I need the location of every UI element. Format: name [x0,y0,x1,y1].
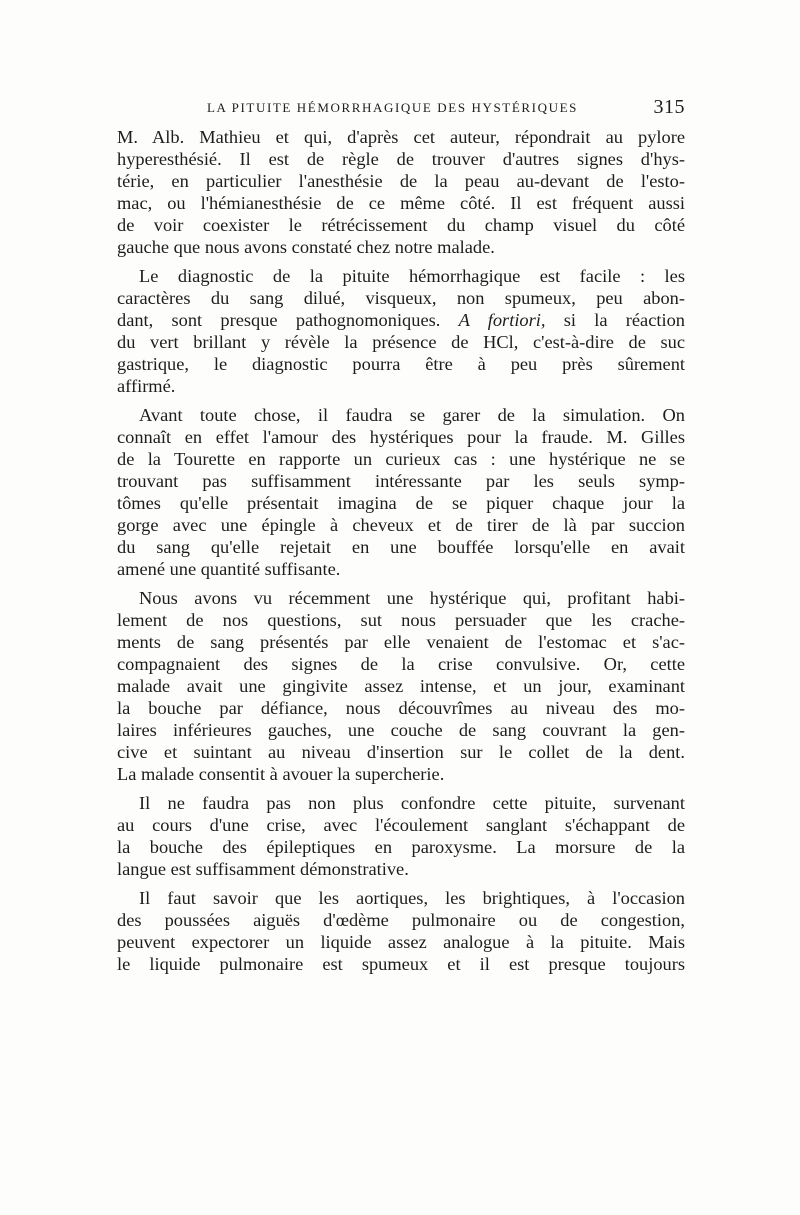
text-line: M. Alb. Mathieu et qui, d'après cet auteur, répondrait au pylore [117,127,685,147]
text-line: du vert brillant y révèle la présence de HCl, c'est-à-dire de suc [117,332,685,352]
text-line: compagnaient des signes de la crise convulsive. Or, cette [117,654,685,674]
text-line: gorge avec une épingle à cheveux et de tirer de là par succion [117,515,685,535]
text-line: caractères du sang dilué, visqueux, non spumeux, peu abon- [117,288,685,308]
text-line: langue est suffisamment démonstrative. [117,859,409,879]
text-line: cive et suintant au niveau d'insertion sur le collet de la dent. [117,742,685,762]
page-header [117,96,685,124]
text-line: térie, en particulier l'anesthésie de la peau au-devant de l'esto- [117,171,685,191]
text-line: au cours d'une crise, avec l'écoulement sanglant s'échappant de [117,815,685,835]
text-line: lement de nos questions, sut nous persuader que les crache- [117,610,685,630]
text-line: de voir coexister le rétrécissement du champ visuel du côté [117,215,685,235]
text-line: Il ne faudra pas non plus confondre cette pituite, survenant [139,793,685,813]
paragraph [117,404,685,580]
text-line: Le diagnostic de la pituite hémorrhagique est facile : les [139,266,685,286]
text-line: tômes qu'elle présentait imagina de se piquer chaque jour la [117,493,685,513]
paragraph [117,792,685,880]
text-line [117,309,685,331]
text-line: La malade consentit à avouer la supercherie. [117,764,445,784]
text-line: Avant toute chose, il faudra se garer de la simulation. On [139,405,685,425]
text-line: amené une quantité suffisante. [117,559,341,579]
text-line: des poussées aiguës d'œdème pulmonaire ou de congestion, [117,910,685,930]
text-line: malade avait une gingivite assez intense, et un jour, examinant [117,676,685,696]
text-segment: si la réaction [563,310,685,330]
text-line: mac, ou l'hémianesthésie de ce même côté. Il est fréquent aussi [117,193,685,213]
text-line: affirmé. [117,376,176,396]
italic-phrase: A fortiori, [458,310,546,330]
text-line: du sang qu'elle rejetait en une bouffée lorsqu'elle en avait [117,537,685,557]
text-line: gastrique, le diagnostic pourra être à peu près sûrement [117,354,685,374]
text-segment: dant, sont presque pathognomoniques. [117,310,441,330]
text-line: peuvent expectorer un liquide assez analogue à la pituite. Mais [117,932,685,952]
body-text [117,126,685,975]
running-title: LA PITUITE HÉMORRHAGIQUE DES HYSTÉRIQUES [207,100,578,115]
paragraph [117,126,685,258]
text-line: de la Tourette en rapporte un curieux cas : une hystérique ne se [117,449,685,469]
text-line: ments de sang présentés par elle venaient de l'estomac et s'ac- [117,632,685,652]
text-line: hyperesthésié. Il est de règle de trouver d'autres signes d'hys- [117,149,685,169]
paragraph [117,887,685,975]
text-line: la bouche des épileptiques en paroxysme. La morsure de la [117,837,685,857]
text-line: trouvant pas suffisamment intéressante par les seuls symp- [117,471,685,491]
text-line: connaît en effet l'amour des hystériques pour la fraude. M. Gilles [117,427,685,447]
text-line: Il faut savoir que les aortiques, les brightiques, à l'occasion [139,888,685,908]
paragraph [117,265,685,397]
text-line: le liquide pulmonaire est spumeux et il est presque toujours [117,954,685,974]
page-number: 315 [653,96,685,118]
text-line: la bouche par défiance, nous découvrîmes au niveau des mo- [117,698,685,718]
text-line: Nous avons vu récemment une hystérique qui, profitant habi- [139,588,685,608]
text-line: gauche que nous avons constaté chez notre malade. [117,237,495,257]
text-line: laires inférieures gauches, une couche de sang couvrant la gen- [117,720,685,740]
paragraph [117,587,685,785]
